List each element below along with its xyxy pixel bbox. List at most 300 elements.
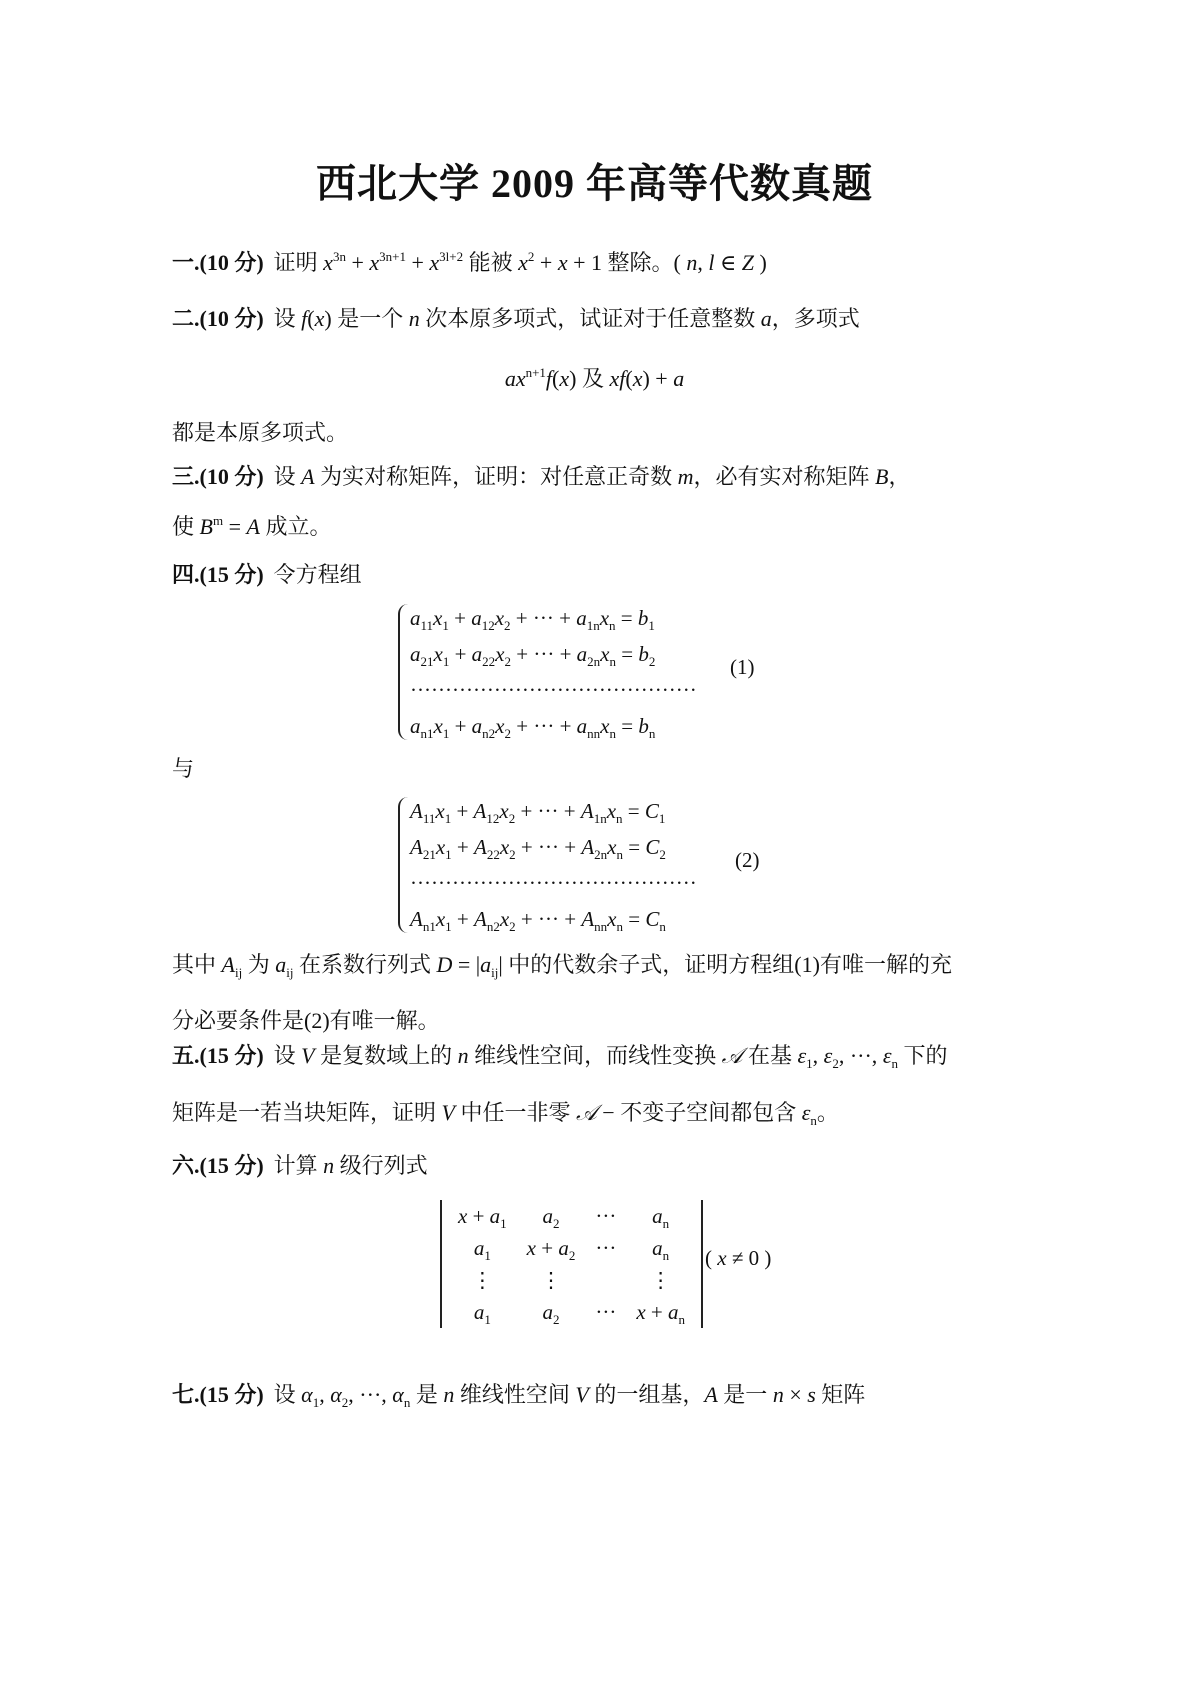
text-run: ,	[812, 1043, 824, 1068]
math-symbol: A	[221, 952, 235, 977]
math-symbol: x	[526, 1235, 536, 1260]
question-3-cont	[172, 512, 331, 542]
determinant-row	[448, 1264, 695, 1296]
text-run: | 中的代数余子式，证明方程组(1)有唯一解的充	[498, 952, 952, 977]
text-run: 使	[172, 514, 200, 539]
subscript: n	[662, 1247, 670, 1263]
equation-system-1	[410, 600, 697, 744]
subscript: n	[616, 847, 623, 862]
text-run: 矩阵是一若当块矩阵，证明	[172, 1100, 442, 1125]
math-symbol: B	[199, 514, 213, 539]
math-symbol: α	[392, 1382, 404, 1407]
text-run: − 不变子空间都包含	[596, 1100, 802, 1125]
text-run: 其中	[172, 952, 222, 977]
subscript: 2	[508, 811, 516, 826]
text-run: +	[451, 799, 474, 823]
math-symbol: a	[471, 714, 483, 738]
math-symbol: a	[673, 366, 685, 391]
math-symbol: a	[410, 642, 421, 666]
math-symbol: a	[410, 606, 421, 630]
math-symbol: n	[443, 1382, 455, 1407]
text-content	[172, 514, 331, 539]
math-symbol: a	[558, 1235, 569, 1260]
math-symbol: x	[429, 250, 440, 275]
math-symbol: ε	[882, 1043, 892, 1068]
equation-system-2	[410, 793, 697, 937]
text-run: 次本原多项式，试证对于任意整数	[419, 306, 761, 331]
subscript: 11	[420, 618, 434, 633]
subscript: 1	[658, 811, 666, 826]
question-7	[172, 1380, 865, 1410]
text-run: ∈	[714, 250, 742, 275]
math-symbol: x	[600, 642, 610, 666]
subscript: 2	[504, 654, 511, 669]
math-symbol: C	[644, 799, 659, 823]
subscript: 11	[422, 811, 436, 826]
text-run: 是	[410, 1382, 444, 1407]
math-symbol: x	[557, 250, 568, 275]
text-run: 成立。	[259, 514, 332, 539]
math-symbol: x	[607, 835, 617, 859]
determinant-entry	[448, 1200, 517, 1232]
text-run: 在基	[742, 1043, 798, 1068]
subscript: n	[662, 1215, 670, 1231]
math-symbol: x	[499, 907, 510, 931]
subscript: 1	[484, 1311, 491, 1327]
math-symbol: x	[494, 606, 505, 630]
subscript: 2	[832, 1056, 839, 1071]
text-run: 。	[816, 1100, 839, 1125]
superscript: m	[212, 513, 224, 528]
text-run: ) +	[642, 366, 674, 391]
text-run: 为实对称矩阵，证明：对任意正奇数	[314, 464, 678, 489]
equation-row	[410, 793, 697, 829]
text-run: 下的	[897, 1043, 948, 1068]
text-run: +	[448, 606, 472, 630]
math-symbol: 𝒜	[721, 1043, 743, 1068]
text-run: 计算	[273, 1153, 324, 1178]
text-run: 矩阵	[815, 1382, 866, 1407]
text-run: ×	[783, 1382, 808, 1407]
text-run: (	[705, 1246, 718, 1270]
math-symbol: a	[480, 952, 492, 977]
text-content	[172, 1100, 839, 1128]
formula	[0, 364, 1189, 394]
subscript: n	[678, 1311, 685, 1327]
determinant-row	[448, 1232, 695, 1264]
math-symbol: V	[301, 1043, 315, 1068]
subscript: 2	[504, 726, 511, 741]
math-symbol: x	[433, 714, 443, 738]
math-symbol: A	[581, 835, 595, 859]
equation-rows	[410, 793, 697, 937]
math-symbol: x	[323, 250, 333, 275]
math-symbol: V	[441, 1100, 455, 1125]
question-5-cont	[172, 1098, 839, 1128]
determinant-entry	[626, 1264, 695, 1296]
text-run: ，多项式	[771, 306, 860, 331]
subscript: n	[609, 726, 616, 741]
subscript: 1	[442, 618, 449, 633]
math-symbol: x	[499, 835, 510, 859]
text-run: 设	[273, 306, 302, 331]
math-symbol: l	[708, 250, 715, 275]
text-run: ⋮	[540, 1267, 562, 1292]
math-symbol: n	[772, 1382, 784, 1407]
determinant-entry	[626, 1296, 695, 1328]
text-run: =	[622, 907, 646, 931]
math-symbol: n	[408, 306, 420, 331]
math-symbol: a	[576, 642, 588, 666]
question-3	[172, 462, 911, 492]
text-run: 维线性空间	[454, 1382, 576, 1407]
determinant-entry	[626, 1200, 695, 1232]
text-run: 是一	[717, 1382, 773, 1407]
determinant-condition	[705, 1246, 771, 1271]
subscript: 1	[312, 1395, 320, 1410]
subscript: 2	[509, 919, 516, 934]
text-run: 能被	[463, 250, 519, 275]
text-run: +	[345, 250, 370, 275]
determinant-entry	[585, 1200, 626, 1232]
math-symbol: b	[638, 714, 649, 738]
subscript: 2	[659, 847, 666, 862]
determinant-entry	[517, 1232, 586, 1264]
question-label: 一.(10 分)	[172, 250, 264, 275]
question-label: 六.(15 分)	[172, 1153, 264, 1178]
text-content	[705, 1246, 771, 1270]
subscript: 2	[568, 1247, 576, 1263]
math-symbol: a	[275, 952, 287, 977]
equation-tag: (1)	[730, 655, 755, 679]
math-symbol: xf	[609, 366, 626, 391]
subscript: 1	[648, 618, 655, 633]
math-symbol: A	[474, 835, 487, 859]
math-symbol: Z	[741, 250, 754, 275]
math-symbol: a	[542, 1203, 553, 1228]
text-run: ，	[888, 464, 911, 489]
math-symbol: b	[637, 606, 649, 630]
question-4-cont	[172, 1006, 440, 1036]
text-run: ···	[595, 1203, 617, 1228]
math-symbol: s	[807, 1382, 816, 1407]
math-symbol: x	[435, 835, 446, 859]
equation-tag: (2)	[735, 848, 760, 872]
math-symbol: a	[576, 714, 588, 738]
subscript: n	[609, 654, 616, 669]
text-run: + 1 整除。(	[567, 250, 687, 275]
text-content	[273, 1382, 866, 1410]
superscript: n+1	[525, 365, 546, 380]
text-run: ≠ 0 )	[726, 1246, 772, 1270]
subscript: 2	[341, 1395, 349, 1410]
math-symbol: b	[638, 642, 649, 666]
question-label: 五.(15 分)	[172, 1043, 264, 1068]
question-label: 四.(15 分)	[172, 562, 264, 587]
equation-row	[410, 672, 697, 708]
text-content	[273, 1043, 948, 1071]
text-run: 令方程组	[273, 562, 362, 587]
subscript: 12	[486, 811, 500, 826]
determinant-entry	[448, 1296, 517, 1328]
text-run: +	[451, 907, 474, 931]
subscript: nn	[594, 919, 608, 934]
text-run: ·········································	[410, 678, 697, 702]
math-symbol: A	[473, 799, 487, 823]
subscript: n1	[420, 726, 434, 741]
subscript: 22	[482, 654, 496, 669]
math-symbol: x	[495, 642, 505, 666]
math-symbol: x	[606, 799, 617, 823]
math-symbol: x	[632, 366, 643, 391]
math-symbol: a	[652, 1203, 663, 1228]
math-symbol: a	[473, 1235, 485, 1260]
subscript: 12	[481, 618, 495, 633]
question-5	[172, 1041, 948, 1071]
text-run: 是复数域上的	[314, 1043, 458, 1068]
text-run: +	[536, 1235, 559, 1260]
subscript: 21	[420, 654, 434, 669]
superscript: 3n+1	[379, 249, 406, 264]
text-run: =	[616, 714, 639, 738]
math-symbol: a	[471, 606, 482, 630]
determinant-entry	[517, 1264, 586, 1296]
subscript: 1n	[586, 618, 600, 633]
math-symbol: 𝒜	[575, 1100, 597, 1125]
subscript: 2	[509, 847, 516, 862]
equation-row	[410, 600, 697, 636]
math-symbol: a	[668, 1299, 679, 1324]
math-symbol: A	[410, 799, 423, 823]
text-run: =	[622, 799, 645, 823]
subscript: 1	[445, 919, 452, 934]
math-symbol: a	[471, 642, 483, 666]
text-run: 证明	[273, 250, 324, 275]
subscript: 1	[806, 1056, 813, 1071]
equation-row	[410, 708, 697, 744]
subscript: 1n	[593, 811, 607, 826]
question-6	[172, 1151, 428, 1181]
text-run: ,	[319, 1382, 331, 1407]
text-run: + ··· +	[511, 642, 577, 666]
subscript: n1	[422, 919, 436, 934]
superscript: 2	[527, 249, 535, 264]
subscript: n	[616, 811, 623, 826]
subscript: n	[648, 726, 656, 741]
subscript: 2	[553, 1311, 560, 1327]
math-symbol: a	[576, 606, 587, 630]
text-run: 都是本原多项式。	[172, 420, 349, 445]
text-content	[274, 306, 860, 331]
text-run: ) 及	[569, 366, 610, 391]
math-symbol: x	[599, 606, 610, 630]
equation-rows	[410, 600, 697, 744]
math-symbol: A	[410, 835, 423, 859]
text-run: 设	[273, 1382, 302, 1407]
math-symbol: x	[607, 907, 617, 931]
text-content	[274, 464, 911, 489]
question-label: 二.(10 分)	[172, 306, 264, 331]
text-run: ，必有实对称矩阵	[693, 464, 876, 489]
text-run: +	[534, 250, 558, 275]
math-symbol: α	[330, 1382, 342, 1407]
text-run: + ··· +	[515, 907, 582, 931]
math-symbol: V	[575, 1382, 589, 1407]
subscript: 1	[500, 1215, 507, 1231]
subscript: 2n	[594, 847, 608, 862]
subscript: 2	[504, 618, 511, 633]
determinant-entry	[626, 1232, 695, 1264]
math-symbol: α	[301, 1382, 313, 1407]
math-symbol: A	[581, 907, 595, 931]
text-run: ⋮	[471, 1267, 493, 1292]
subscript: 1	[442, 654, 450, 669]
math-symbol: x	[435, 907, 446, 931]
text-run: 设	[273, 1043, 302, 1068]
math-symbol: A	[301, 464, 315, 489]
text-run: +	[467, 1203, 490, 1228]
subscript: n	[891, 1056, 898, 1071]
math-symbol: n	[457, 1043, 469, 1068]
text-run: 设	[273, 464, 302, 489]
subscript: n	[609, 618, 616, 633]
determinant-row	[448, 1296, 695, 1328]
text-run: =	[622, 835, 646, 859]
text-run: ···	[595, 1299, 617, 1324]
equation-row	[410, 829, 697, 865]
text-run: + ··· +	[515, 799, 581, 823]
superscript: 3n	[332, 249, 346, 264]
math-symbol: x	[559, 366, 570, 391]
math-symbol: n	[686, 250, 698, 275]
text-run: +	[451, 835, 474, 859]
subscript: n	[659, 919, 666, 934]
text-run: (	[307, 306, 315, 331]
math-symbol: A	[704, 1382, 718, 1407]
subscript: ij	[234, 965, 243, 980]
subscript: 1	[444, 811, 452, 826]
math-symbol: x	[369, 250, 380, 275]
math-symbol: f	[301, 306, 308, 331]
question-4	[172, 560, 362, 590]
determinant-row	[448, 1200, 695, 1232]
math-symbol: a	[542, 1299, 553, 1324]
determinant-entry	[585, 1264, 626, 1296]
text-content	[274, 1153, 428, 1178]
brace	[398, 604, 410, 740]
subscript: n	[810, 1113, 817, 1128]
math-symbol: m	[677, 464, 694, 489]
text-run: ·········································	[410, 871, 697, 895]
text-content	[274, 562, 362, 587]
text-run: 与	[172, 756, 195, 781]
math-symbol: C	[645, 835, 660, 859]
text-run: +	[449, 642, 472, 666]
math-symbol: x	[495, 714, 505, 738]
text-content	[274, 250, 767, 275]
subscript: ij	[286, 965, 294, 980]
subscript: 1	[484, 1247, 491, 1263]
text-run: ···	[595, 1235, 617, 1260]
math-symbol: a	[652, 1235, 663, 1260]
math-symbol: x	[433, 642, 443, 666]
math-symbol: a	[489, 1203, 501, 1228]
subscript: nn	[587, 726, 601, 741]
math-symbol: A	[246, 514, 260, 539]
text-run: =	[615, 606, 638, 630]
equation-row	[410, 865, 697, 901]
text-run: (	[625, 366, 633, 391]
text-run: + ··· +	[510, 606, 577, 630]
math-symbol: x	[433, 606, 443, 630]
determinant-entry	[585, 1296, 626, 1328]
subscript: 2	[553, 1215, 560, 1231]
determinant-entry	[585, 1232, 626, 1264]
text-run: 分必要条件是(2)有唯一解。	[172, 1008, 440, 1033]
text-run: ⋮	[650, 1267, 672, 1292]
text-run: 维线性空间，而线性变换	[468, 1043, 722, 1068]
text-run: +	[449, 714, 472, 738]
question-2	[172, 304, 860, 334]
math-symbol: n	[323, 1153, 335, 1178]
math-symbol: D	[436, 952, 453, 977]
math-symbol: x	[499, 799, 509, 823]
subscript: n	[403, 1395, 411, 1410]
math-symbol: ε	[801, 1100, 811, 1125]
subscript: n2	[486, 919, 500, 934]
determinant-entry	[517, 1200, 586, 1232]
determinant-entry	[448, 1264, 517, 1296]
brace	[398, 797, 410, 933]
determinant-entry	[517, 1296, 586, 1328]
determinant	[440, 1200, 703, 1328]
math-symbol: x	[435, 799, 445, 823]
text-run: +	[645, 1299, 668, 1324]
text-run: ) 是一个	[324, 306, 409, 331]
question-2-cont	[172, 418, 348, 448]
subscript: 1	[445, 847, 452, 862]
subscript: 1	[442, 726, 450, 741]
text-run: +	[405, 250, 430, 275]
text-run: , ···,	[348, 1382, 393, 1407]
math-symbol: x	[717, 1246, 727, 1270]
math-symbol: x	[518, 250, 528, 275]
text-run: 的一组基，	[588, 1382, 705, 1407]
text-run: 中任一非零	[454, 1100, 576, 1125]
text-run: + ··· +	[515, 835, 582, 859]
determinant-entry	[448, 1232, 517, 1264]
math-symbol: f	[545, 366, 553, 391]
math-symbol: ε	[823, 1043, 833, 1068]
text-run: 为	[242, 952, 276, 977]
text-content	[172, 952, 952, 980]
math-symbol: x	[636, 1299, 646, 1324]
page-title: 西北大学 2009 年高等代数真题	[316, 161, 873, 206]
text-run: 级行列式	[334, 1153, 428, 1178]
equation-row	[410, 636, 697, 672]
equation-row	[410, 901, 697, 937]
math-symbol: x	[458, 1203, 468, 1228]
text-run: ,	[697, 250, 709, 275]
text-run: , ···,	[838, 1043, 883, 1068]
subscript: 21	[422, 847, 436, 862]
math-symbol: x	[600, 714, 610, 738]
connector-text	[172, 754, 194, 784]
question-label: 七.(15 分)	[172, 1382, 264, 1407]
text-run: 在系数行列式	[293, 952, 437, 977]
math-symbol: a	[473, 1299, 485, 1324]
text-run: =	[616, 642, 639, 666]
